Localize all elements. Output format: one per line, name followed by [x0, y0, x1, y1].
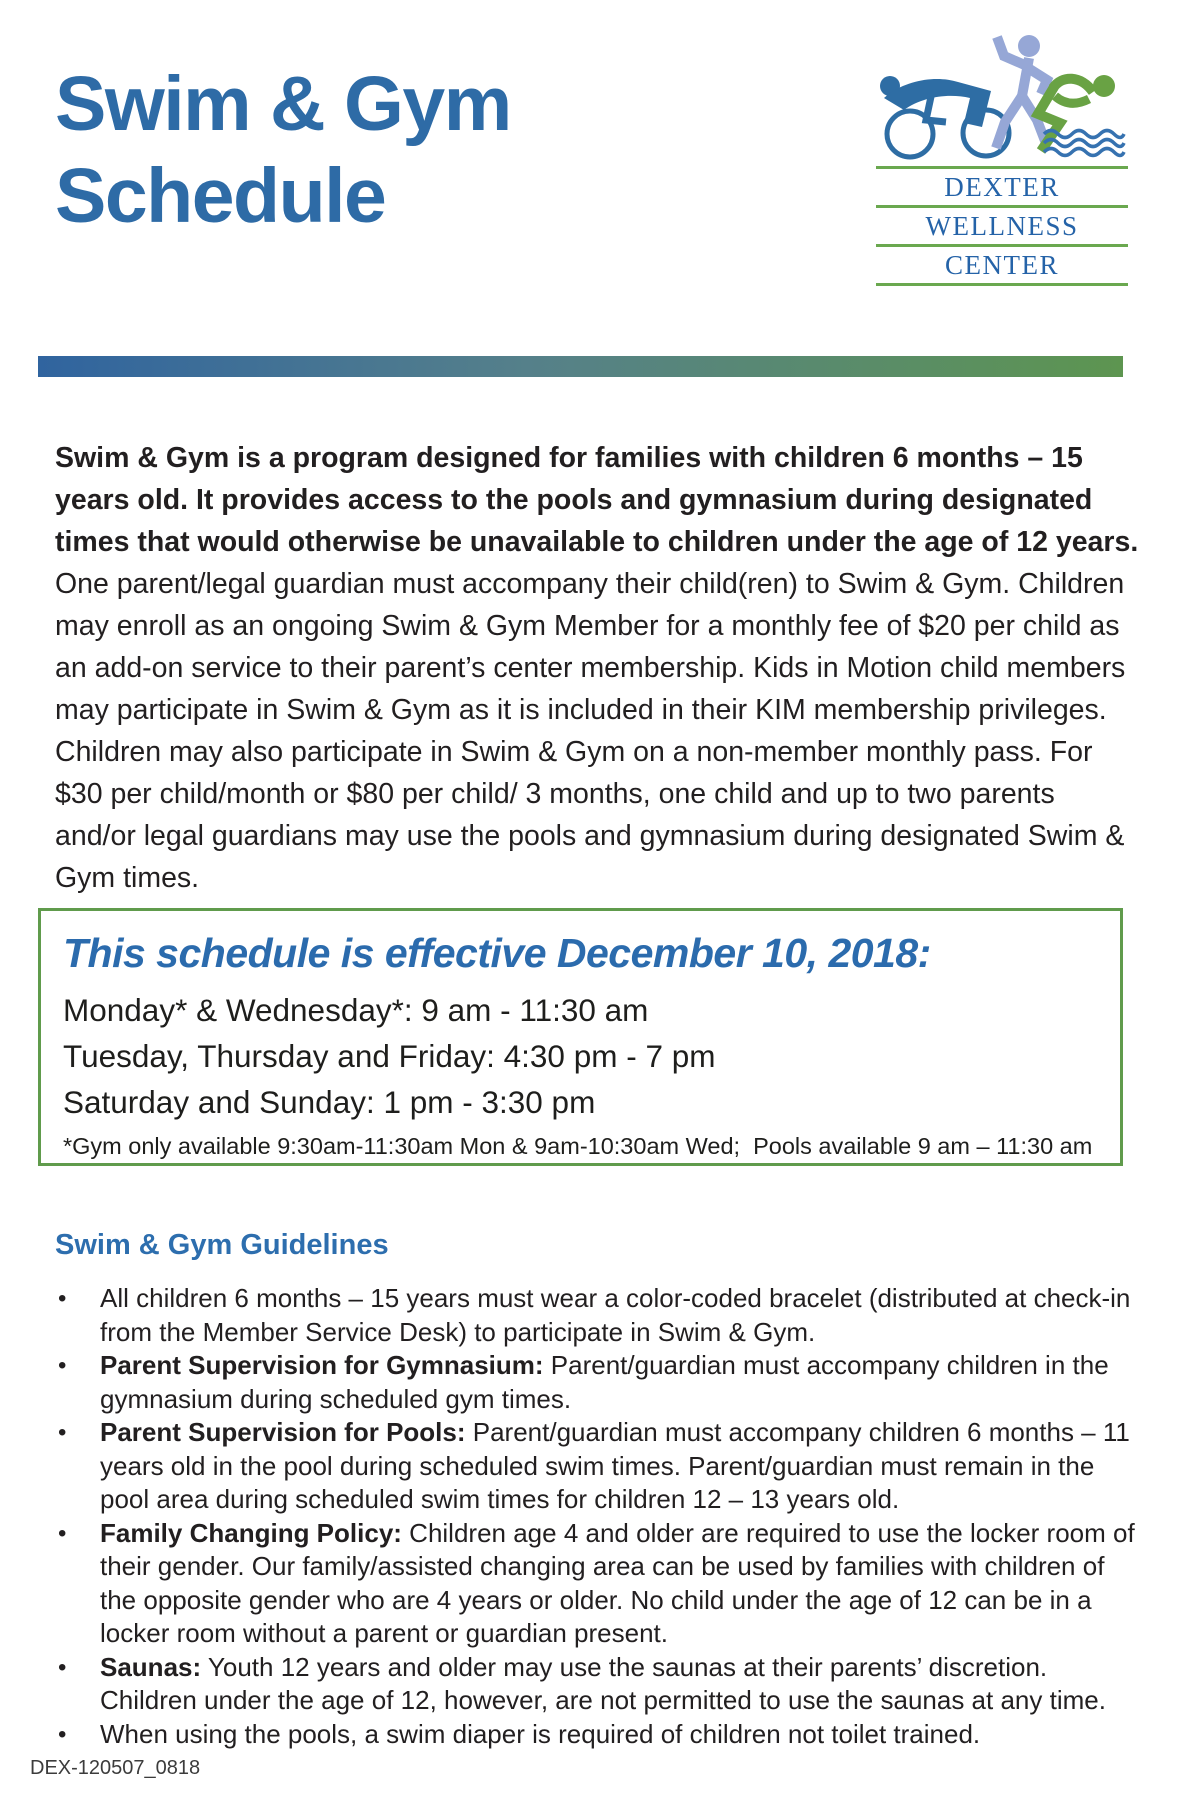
page-title-line2: Schedule	[55, 153, 386, 239]
schedule-footnote: *Gym only available 9:30am-11:30am Mon & 9am-10:30am Wed; Pools available 9 am – 11:30 am	[63, 1133, 1093, 1159]
list-item-text: Children age 4 and older are required to use the locker room of their gender. Our family/assisted changing area can be used by families with children of the opposite gender who are 4 years or older. No child under the age of 12 can be in a locker room without a parent or guardian present.	[100, 1517, 1135, 1648]
schedule-line-sat-sun: Saturday and Sunday: 1 pm - 3:30 pm	[63, 1084, 596, 1120]
list-item-bold: Parent Supervision for Pools:	[100, 1417, 466, 1447]
list-item	[55, 1651, 1141, 1718]
schedule-title: This schedule is effective December 10, 2018:	[63, 930, 931, 976]
cyclist-icon	[880, 76, 1009, 157]
list-item-bold: Parent Supervision for Gymnasium:	[100, 1350, 544, 1380]
intro-regular-text: One parent/legal guardian must accompany their child(ren) to Swim & Gym. Children may enroll as an ongoing Swim & Gym Member for a monthly fee of $20 per child as an add-on service to their parent’s center membership. Kids in Motion child members may participate in Swim & Gym as it is included in their KIM membership privileges. Children may also participate in Swim & Gym on a non-member monthly pass. For $30 per child/month or $80 per child/ 3 months, one child and up to two parents and/or legal guardians may use the pools and gymnasium during designated Swim & Gym times.	[55, 568, 1126, 894]
waves-icon	[1044, 131, 1124, 156]
bullet-marker: •	[58, 1352, 67, 1379]
schedule-box	[38, 908, 1123, 1166]
list-item-text: Parent/guardian must accompany children 6 months – 11 years old in the pool during scheduled swim times. Parent/guardian must remain in the pool area during scheduled swim times for children 12 – 13 years old.	[100, 1417, 1130, 1514]
list-item-text: When using the pools, a swim diaper is required of children not toilet trained.	[100, 1718, 981, 1749]
document-code: DEX-120507_0818	[30, 1757, 201, 1779]
list-item-text: Parent/guardian must accompany children in the gymnasium during scheduled gym times.	[100, 1350, 1109, 1414]
list-item	[55, 1282, 1141, 1349]
list-item	[55, 1416, 1141, 1517]
guidelines-section	[55, 1228, 1141, 1751]
list-item-bold: Saunas:	[100, 1651, 202, 1682]
dexter-wellness-logo	[876, 30, 1128, 286]
list-item	[55, 1517, 1141, 1651]
divider-gradient-bar	[38, 356, 1123, 377]
guidelines-heading: Swim & Gym Guidelines	[55, 1229, 389, 1261]
intro-paragraph	[55, 437, 1140, 899]
page-title-line1: Swim & Gym	[55, 61, 511, 147]
list-item	[55, 1718, 1141, 1752]
triathlon-pictogram	[876, 30, 1128, 164]
list-item-bold: Family Changing Policy:	[100, 1517, 402, 1548]
bullet-marker: •	[58, 1720, 67, 1748]
page-title	[55, 58, 511, 242]
bullet-marker: •	[58, 1285, 67, 1312]
bullet-marker: •	[58, 1519, 67, 1547]
schedule-line-tue-thu-fri: Tuesday, Thursday and Friday: 4:30 pm - 7 pm	[63, 1038, 716, 1074]
list-item-text: Youth 12 years and older may use the saunas at their parents’ discretion. Children under the age of 12, however, are not permitted to use the saunas at any time.	[100, 1651, 1106, 1715]
bullet-marker: •	[58, 1653, 67, 1681]
walker-icon	[996, 35, 1047, 148]
logo-text-center: CENTER	[876, 244, 1128, 286]
logo-text-dexter: DEXTER	[876, 166, 1128, 205]
logo-wordmark	[876, 166, 1128, 286]
list-item	[55, 1349, 1141, 1416]
list-item-text: All children 6 months – 15 years must wear a color-coded bracelet (distributed at check-in from the Member Service Desk) to participate in Swim & Gym.	[100, 1283, 1131, 1347]
guidelines-list	[55, 1282, 1141, 1751]
logo-text-wellness: WELLNESS	[876, 205, 1128, 244]
intro-bold-text: Swim & Gym is a program designed for families with children 6 months – 15 years old. It provides access to the pools and gymnasium during designated times that would otherwise be unavailable to children under the age of 12 years.	[55, 442, 1139, 558]
schedule-line-mon-wed: Monday* & Wednesday*: 9 am - 11:30 am	[63, 992, 649, 1028]
bullet-marker: •	[58, 1419, 67, 1446]
